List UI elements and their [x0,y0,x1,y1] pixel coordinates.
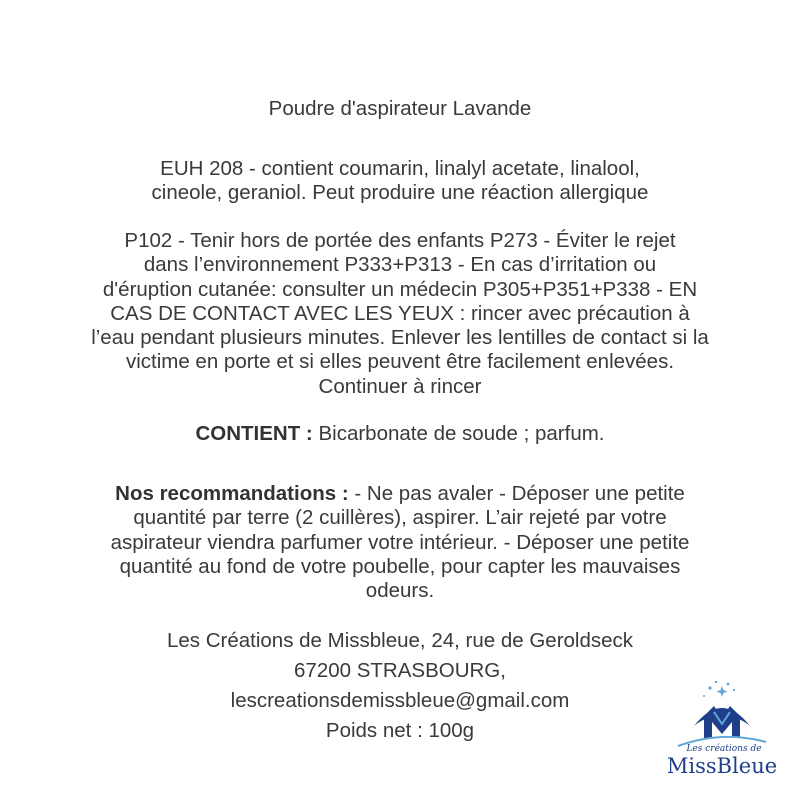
recommendations-first-line [20,482,780,506]
logo-script-text: Les créations de [686,744,762,754]
recommendations-line: quantité au fond de votre poubelle, pour capter les mauvaises [119,554,681,578]
precaution-line: P102 - Tenir hors de portée des enfants P273 - Éviter le rejet [124,229,676,252]
precaution-line: Continuer à rincer [318,374,482,398]
recommendations-label: Nos recommandations : [115,482,349,505]
missbleue-logo [664,676,780,780]
precaution-line: dans l’environnement P333+P313 - En cas d’irritation ou [143,253,657,277]
net-weight: Poids net : 100g [325,719,475,742]
composition [20,422,780,446]
precaution-line: victime en porte et si elles peuvent être facilement enlevées. [125,350,675,374]
precaution-line: d'éruption cutanée: consulter un médecin P305+P351+P338 - EN [102,277,698,301]
missbleue-m-logo-icon [664,676,780,780]
recommendations-text: - Ne pas avaler - Déposer une petite [348,482,685,505]
precaution-line: l’eau pendant plusieurs minutes. Enlever les lentilles de contact si la [91,326,709,350]
city-line: 67200 STRASBOURG, [294,659,506,682]
precaution-statements [20,229,780,399]
composition-label: CONTIENT : [195,422,313,445]
composition-text: Bicarbonate de soude ; parfum. [312,422,605,445]
hazard-line: cineole, geraniol. Peut produire une réaction allergique [151,181,649,205]
address-line: Les Créations de Missbleue, 24, rue de Geroldseck [166,629,634,652]
recommendations [20,482,780,603]
recommendations-line: odeurs. [365,579,435,603]
logo-brand-text: MissBleue [666,754,778,778]
hazard-line: EUH 208 - contient coumarin, linalyl acetate, linalool, [160,157,640,180]
recommendations-line: aspirateur viendra parfumer votre intérieur. - Déposer une petite [110,530,690,554]
product-title: Poudre d'aspirateur Lavande [268,97,532,120]
hazard-statement [20,157,780,206]
recommendations-line: quantité par terre (2 cuillères), aspirer. L’air rejeté par votre [133,506,667,530]
email-address: lescreationsdemissbleue@gmail.com [230,689,570,712]
precaution-line: CAS DE CONTACT AVEC LES YEUX : rincer avec précaution à [110,301,690,325]
